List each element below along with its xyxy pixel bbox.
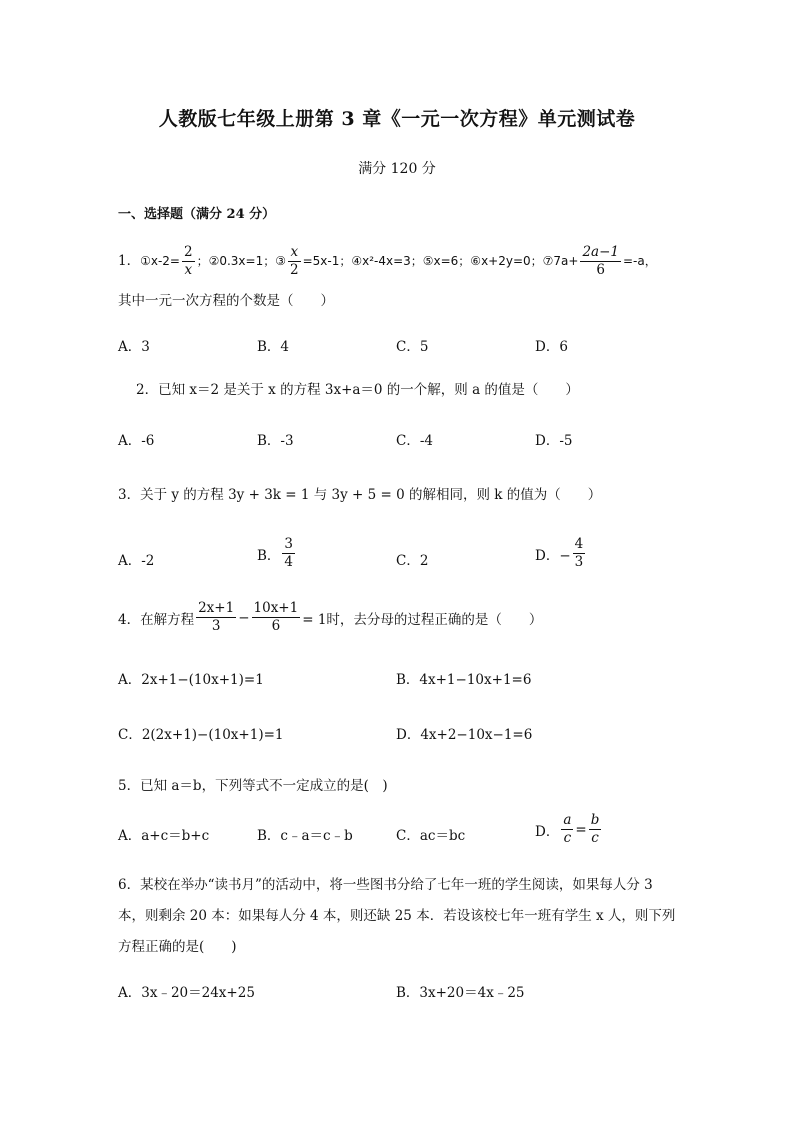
q1-option-c[interactable]: C．5	[396, 339, 429, 355]
q5-d-right-fraction	[589, 812, 602, 847]
q3-option-b-fraction	[282, 536, 295, 571]
q1-frac3-num: 2a−1	[582, 244, 619, 260]
q1-part3: =5x-1；④x²-4x=3；⑤x=6；⑥x+2y=0；⑦7a+	[302, 254, 579, 268]
q4-fraction-2	[252, 600, 301, 635]
q5-d-left-fraction	[561, 812, 573, 847]
q3-b-num: 3	[284, 536, 294, 552]
q3-option-d-fraction	[573, 536, 586, 571]
question-1-line2: 其中一元一次方程的个数是（ ）	[118, 293, 334, 309]
q5-d-left-den: c	[563, 830, 572, 846]
q2-option-b[interactable]: B．-3	[257, 433, 294, 449]
q1-fraction-2	[288, 244, 301, 279]
q4-frac1-num: 2x+1	[198, 600, 235, 616]
q4-prefix: 4．在解方程	[118, 611, 195, 628]
q3-option-d-label: D．−	[535, 547, 571, 564]
q1-frac2-num: x	[288, 244, 301, 262]
q4-option-c[interactable]: C．2(2x+1)−(10x+1)=1	[118, 727, 284, 743]
q6-option-b[interactable]: B．3x+20＝4x﹣25	[396, 985, 525, 1001]
q1-frac3-den: 6	[596, 262, 606, 278]
q1-part2: ；②0.3x=1；③	[196, 254, 286, 268]
section-heading-choice: 一、选择题（满分 24 分）	[118, 207, 276, 222]
q6-option-a[interactable]: A．3x﹣20＝24x+25	[118, 985, 255, 1001]
q4-suffix: = 1时，去分母的过程正确的是（ ）	[302, 611, 543, 628]
question-6-line1: 6．某校在举办“读书月”的活动中，将一些图书分给了七年一班的学生阅读，如果每人分 3	[118, 877, 653, 893]
q5-d-left-num: a	[563, 812, 572, 828]
q5-option-d-label: D．	[535, 823, 560, 840]
q3-option-a[interactable]: A．-2	[118, 553, 155, 569]
q5-option-c[interactable]: C．ac＝bc	[396, 828, 466, 844]
question-1-line1	[118, 244, 657, 279]
q2-option-c[interactable]: C．-4	[396, 433, 433, 449]
q3-b-den: 4	[284, 554, 294, 570]
q1-option-d[interactable]: D．6	[535, 339, 568, 355]
q1-part1: ①x-2=	[140, 254, 180, 268]
q1-frac1-num: 2	[183, 244, 193, 260]
q4-minus: −	[238, 609, 250, 626]
q4-option-a[interactable]: A．2x+1−(10x+1)=1	[118, 672, 264, 688]
page-title: 人教版七年级上册第 3 章《一元一次方程》单元测试卷	[158, 108, 636, 130]
q2-option-a[interactable]: A．-6	[118, 433, 155, 449]
q3-option-b[interactable]	[257, 536, 297, 571]
q1-part4: =-a，	[623, 254, 657, 268]
question-3-text: 3．关于 y 的方程 3y + 3k = 1 与 3y + 5 = 0 的解相同，则 k 的值为（ ）	[118, 487, 602, 503]
q1-option-b[interactable]: B．4	[257, 339, 290, 355]
q4-frac2-den: 6	[271, 618, 281, 634]
q5-d-equals: =	[575, 821, 587, 838]
q1-frac1-den: x	[184, 262, 193, 278]
q5-d-right-den: c	[591, 830, 599, 846]
question-5-text: 5．已知 a＝b，下列等式不一定成立的是( )	[118, 778, 388, 794]
question-6-line2: 本，则剩余 20 本：如果每人分 4 本，则还缺 25 本．若设该校七年一班有学生 x 人，则下列	[118, 908, 676, 924]
q5-option-b[interactable]: B．c﹣a＝c﹣b	[257, 828, 353, 844]
q4-option-d[interactable]: D．4x+2−10x−1=6	[396, 727, 533, 743]
q3-option-d[interactable]	[535, 536, 587, 571]
q1-option-a[interactable]: A．3	[118, 339, 150, 355]
q1-frac2-den: 2	[289, 262, 299, 278]
question-6-line3: 方程正确的是( )	[118, 939, 237, 955]
q1-fraction-1	[182, 244, 195, 279]
q2-option-d[interactable]: D．-5	[535, 433, 573, 449]
q5-option-a[interactable]: A．a+c＝b+c	[118, 828, 210, 844]
question-4-text	[118, 600, 542, 635]
full-score-label: 满分 120 分	[358, 161, 436, 177]
q1-number: 1．	[118, 253, 141, 269]
q3-option-c[interactable]: C．2	[396, 553, 429, 569]
q4-frac1-den: 3	[211, 618, 221, 634]
q4-frac2-num: 10x+1	[253, 600, 299, 616]
q5-option-d[interactable]	[535, 812, 603, 847]
q1-fraction-3	[580, 244, 621, 279]
question-2-text: 2．已知 x＝2 是关于 x 的方程 3x+a＝0 的一个解，则 a 的值是（ ）	[136, 382, 579, 398]
q5-d-right-num: b	[590, 812, 600, 828]
q3-option-b-label: B．	[257, 547, 281, 564]
q4-fraction-1	[196, 600, 236, 635]
q3-d-den: 3	[574, 554, 584, 570]
q4-option-b[interactable]: B．4x+1−10x+1=6	[396, 672, 532, 688]
q3-d-num: 4	[574, 536, 584, 552]
